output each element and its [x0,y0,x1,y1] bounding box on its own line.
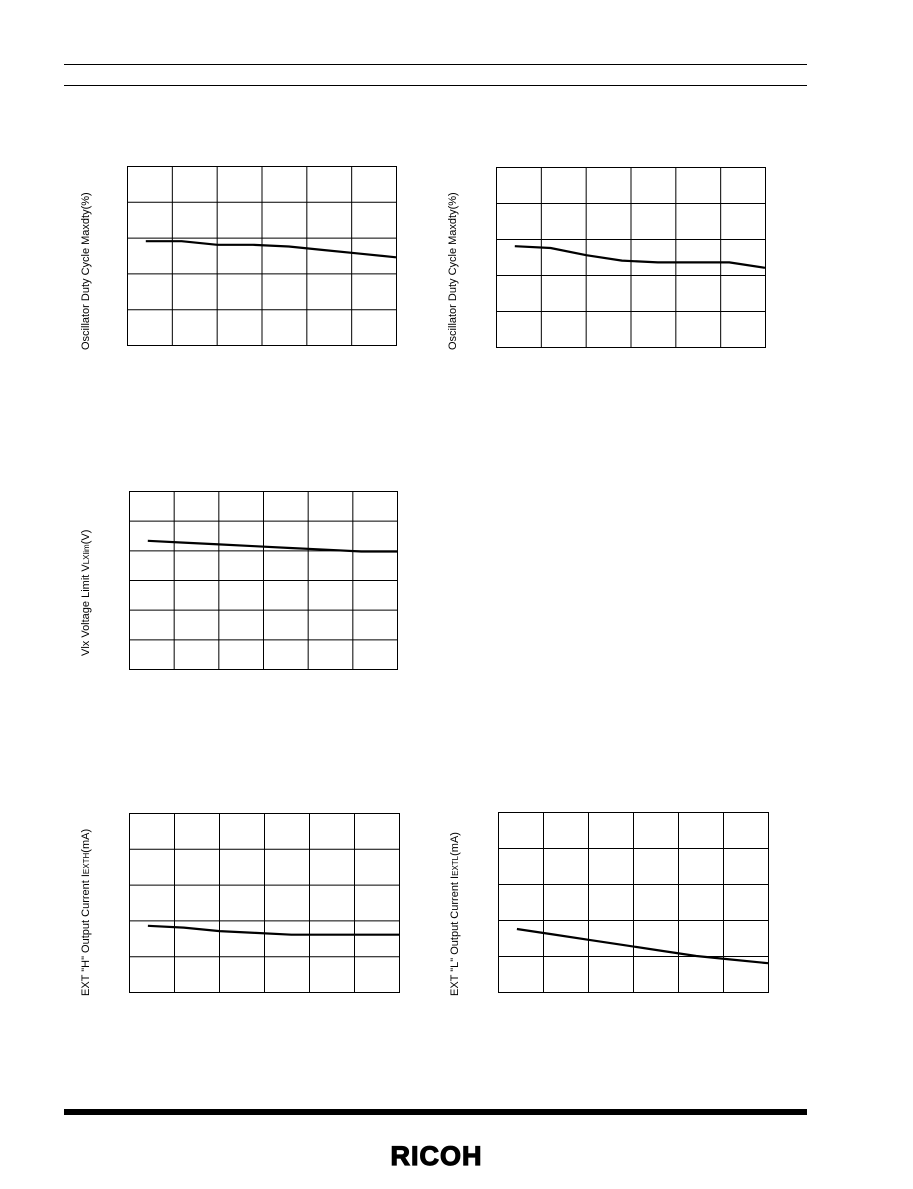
chart-1-ylabel: Oscillator Duty Cycle Maxdty(%) [80,192,92,350]
chart-5-ylabel-main: EXT "L" Output Current I [449,875,461,996]
header-rule-bottom [64,85,807,86]
chart-5-ylabel-sub: EXTL [451,855,460,876]
header-rule-top [64,64,807,65]
characteristic-curve [148,926,399,935]
chart-4-ylabel-main: EXT "H" Output Current I [80,874,92,996]
ricoh-logo-text: RICOH [390,1142,483,1169]
footer-rule [64,1109,807,1115]
chart-3-ylabel-sub: LXlim [82,544,91,565]
chart-3-ylabel-unit: (V) [80,529,92,545]
characteristic-curve [515,246,765,268]
characteristic-curve [146,241,396,257]
chart-1 [127,166,397,346]
chart-2 [496,167,766,348]
chart-2-ylabel: Oscillator Duty Cycle Maxdty(%) [447,192,459,350]
chart-4-ylabel-unit: (mA) [80,828,92,853]
ricoh-logo [388,1142,485,1169]
chart-4-ylabel [80,829,92,996]
chart-4-ylabel-sub: EXTH [82,852,91,875]
chart-5-ylabel [449,832,461,996]
chart-4 [129,813,400,993]
characteristic-curve [148,541,397,552]
chart-5-ylabel-unit: (mA) [449,832,461,856]
chart-3-ylabel-main: Vlx Voltage Limit V [80,564,92,656]
characteristic-curve [517,929,768,963]
chart-3-ylabel [80,530,92,656]
chart-5 [498,812,769,993]
chart-3 [129,491,398,670]
